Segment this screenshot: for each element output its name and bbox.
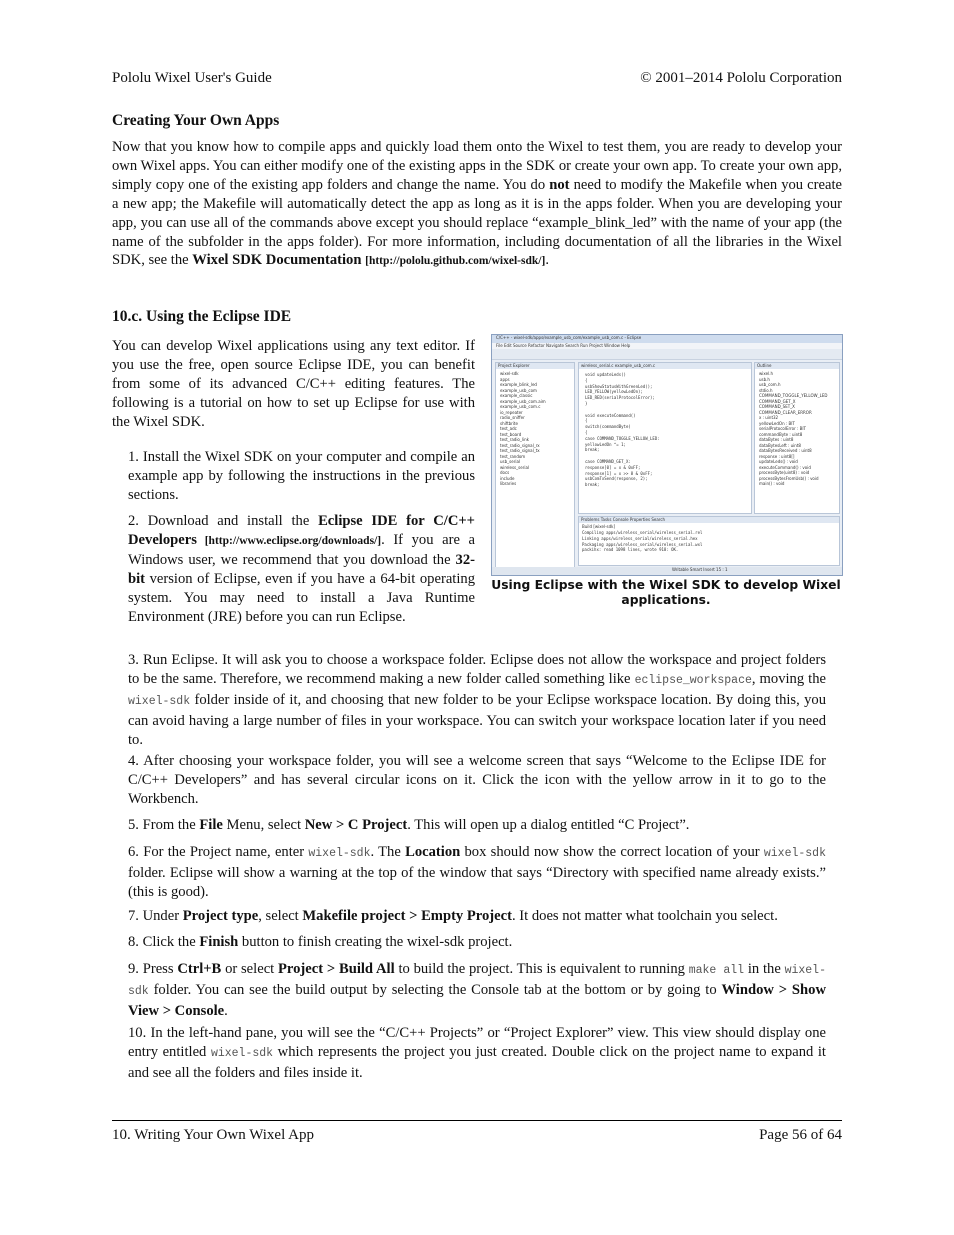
code-line: } bbox=[585, 400, 588, 406]
text: 5. From the bbox=[128, 817, 200, 833]
footer-chapter: 10. Writing Your Own Wixel App bbox=[112, 1127, 315, 1143]
figure-caption: Using Eclipse with the Wixel SDK to develop Wixel applications. bbox=[491, 578, 841, 607]
menu-text: File Edit Source Refactor Navigate Search Run Project Window Help bbox=[496, 343, 631, 348]
text-bold: Location bbox=[405, 844, 461, 860]
code-text: wixel-sdk bbox=[128, 694, 191, 708]
code-line: response[0] = x & 0xFF; bbox=[585, 464, 641, 470]
code-text: wixel-sdk bbox=[763, 847, 826, 860]
console-output bbox=[579, 529, 839, 553]
tree-item: radio_sniffer bbox=[500, 415, 525, 420]
outline-title: Outline bbox=[755, 363, 839, 369]
window-titlebar bbox=[492, 335, 842, 343]
tree-item: docs bbox=[500, 470, 510, 475]
footer-divider bbox=[112, 1120, 842, 1121]
text: 9. Press bbox=[128, 961, 178, 977]
code-text: wixel-sdk bbox=[210, 1046, 274, 1060]
header-title: Pololu Wixel User's Guide bbox=[112, 70, 272, 86]
code-line: response[1] = x >> 8 & 0xFF; bbox=[585, 470, 653, 476]
outline-item: x : uint32 bbox=[759, 415, 779, 420]
text-bold: New > C Project bbox=[304, 817, 408, 833]
text: , moving the bbox=[751, 670, 826, 687]
outline-item: executeCommand() : void bbox=[759, 464, 811, 470]
outline-tree bbox=[755, 369, 839, 487]
code-line: yellowLedOn ^= 1; bbox=[585, 441, 626, 447]
code-area bbox=[579, 369, 751, 488]
step-6 bbox=[128, 843, 826, 902]
code-line: usbComTxSend(response, 2); bbox=[585, 476, 648, 482]
step-5 bbox=[128, 816, 826, 835]
outline-pane bbox=[754, 362, 840, 514]
console-title: Build [wixel-sdk] bbox=[582, 524, 616, 529]
code-line: usbShowStatusWithGreenLed(); bbox=[585, 383, 653, 389]
eclipse-download-url[interactable]: [http://www.eclipse.org/downloads/] bbox=[196, 534, 382, 547]
tree-item: test_radio_signal_tx bbox=[500, 448, 540, 453]
code-line: void executeCommand() bbox=[585, 412, 636, 418]
step-8 bbox=[128, 933, 826, 952]
text-bold: Window > Show View > Console bbox=[128, 981, 826, 1019]
section-heading-creating-apps: Creating Your Own Apps bbox=[112, 112, 280, 129]
text: or select bbox=[221, 961, 278, 977]
text: which represents the project you just created. Double click on the project name to expand it and see all the folders and files inside it. bbox=[128, 1043, 826, 1081]
text: folder. You can see the build output by selecting the Console tab at the bottom or by going to bbox=[148, 981, 722, 998]
tree-item: test_radio_link bbox=[500, 437, 529, 442]
step-1: 1. Install the Wixel SDK on your computer and compile an example app by following the instructions in the previous sections. bbox=[128, 449, 475, 503]
text: folder inside of it, and choosing that new folder to be your Eclipse workspace location. By doing this, you can avoid having a large number of files in your workspace. You can switch your workspace location later if you need to. bbox=[128, 691, 826, 748]
text-bold: not bbox=[549, 176, 570, 193]
editor-pane bbox=[578, 362, 752, 514]
tree-item: example_classic bbox=[500, 393, 533, 398]
code-line: { bbox=[585, 429, 588, 435]
code-text: wixel-sdk bbox=[308, 847, 371, 860]
text-bold: Project > Build All bbox=[278, 961, 395, 977]
code-line: switch(commandByte) bbox=[585, 424, 631, 430]
code-line: break; bbox=[585, 482, 600, 488]
outline-item: processByte(uint8) : void bbox=[759, 470, 810, 475]
project-explorer-pane bbox=[495, 362, 575, 574]
text: . It does not matter what toolchain you select. bbox=[511, 908, 778, 924]
code-line: LED_RED(serialProtocolError); bbox=[585, 395, 655, 401]
tree-item: example_blink_led bbox=[500, 382, 537, 387]
step-3 bbox=[128, 651, 826, 750]
section-heading-eclipse: 10.c. Using the Eclipse IDE bbox=[112, 308, 292, 325]
step-7 bbox=[128, 907, 826, 926]
text: . bbox=[545, 252, 549, 269]
text: . bbox=[224, 1002, 228, 1019]
step-10 bbox=[128, 1024, 826, 1083]
eclipse-intro-paragraph: You can develop Wixel applications using any text editor. If you use the free, open source Eclipse IDE, you can benefit from some of its advanced C/C++ editing features. The following is a tutorial on how to set up Eclipse for use with the Wixel SDK. bbox=[112, 338, 475, 430]
outline-item: serialProtocolError : BIT bbox=[759, 426, 806, 431]
text-bold: File bbox=[199, 817, 223, 833]
console-line: packihx: read 1098 lines, wrote 918: OK. bbox=[582, 547, 679, 553]
outline-item: COMMAND_CLEAR_ERROR bbox=[759, 409, 812, 415]
outline-item: stdio.h bbox=[759, 387, 773, 393]
header-copyright: © 2001–2014 Pololu Corporation bbox=[640, 70, 842, 86]
code-line: case COMMAND_TOGGLE_YELLOW_LED: bbox=[585, 435, 660, 441]
toolbar bbox=[492, 349, 842, 360]
text: . If you are a Windows user, we recommend that you download the bbox=[128, 531, 475, 568]
console-pane bbox=[578, 516, 840, 566]
tree-item: example_usb_com bbox=[500, 387, 537, 393]
tree-item: wixel-sdk bbox=[500, 371, 519, 376]
outline-item: usb_com.h bbox=[759, 382, 781, 387]
tree-item: include bbox=[500, 475, 515, 481]
editor-tabs: wireless_serial.c example_usb_com.c bbox=[579, 363, 751, 369]
tree-item: io_repeater bbox=[500, 409, 523, 415]
eclipse-screenshot bbox=[491, 334, 843, 576]
text: in the bbox=[744, 961, 785, 977]
step-2 bbox=[128, 512, 475, 626]
outline-item: dataBytes : uint8 bbox=[759, 437, 794, 442]
text-bold: 32-bit bbox=[128, 551, 475, 587]
project-tree bbox=[496, 369, 574, 487]
outline-item: processBytesFromUsb() : void bbox=[759, 475, 819, 481]
text: need to modify the Makefile when you create a new app; the Makefile will automatically detect the app as long as it is in the apps folder. When you are developing your app, you can use all of the commands above except you should replace “example_blink_led” with the name of your app (the name of the subfolder in the apps folder). For more information, including documentation of all the libraries in the Wixel SDK, see the bbox=[112, 176, 842, 269]
tree-item: test_board bbox=[500, 431, 522, 437]
text-bold: Ctrl+B bbox=[177, 961, 222, 977]
code-line: void updateLeds() bbox=[585, 372, 626, 377]
text: to build the project. This is equivalent to running bbox=[394, 961, 689, 977]
tree-item: example_usb_com.aim bbox=[500, 398, 546, 404]
console-line: Linking apps/wireless_serial/wireless_serial.hex bbox=[582, 535, 698, 541]
outline-item: response : uint8[] bbox=[759, 453, 795, 459]
tree-item: wireless_serial bbox=[500, 464, 530, 470]
tree-item: apps bbox=[500, 376, 510, 382]
outline-item: usb.h bbox=[759, 376, 770, 382]
tree-item: example_usb_com.c bbox=[500, 404, 541, 409]
text: . The bbox=[370, 844, 406, 860]
outline-item: dataBytesLeft : uint8 bbox=[759, 442, 801, 448]
text: Menu, select bbox=[222, 817, 305, 833]
text: 3. Run Eclipse. It will ask you to choose a workspace folder. Eclipse does not allow the workspace and project folders to be the same. Therefore, we recommend making a new folder called something like bbox=[128, 652, 826, 687]
step-4: 4. After choosing your workspace folder, you will see a welcome screen that says “Welcome to the Eclipse IDE for C/C++ Developers” and has several circular icons on it. Click the icon with the yellow arrow in it to go to the Workbench. bbox=[128, 753, 826, 807]
text: , select bbox=[258, 908, 303, 924]
text-bold: Finish bbox=[199, 934, 239, 950]
status-text: Writable Smart Insert 15 : 1 bbox=[672, 567, 728, 572]
code-text: make all bbox=[688, 964, 745, 977]
outline-item: COMMAND_GET_X bbox=[759, 398, 796, 404]
sdk-doc-url[interactable]: [http://pololu.github.com/wixel-sdk/] bbox=[365, 255, 546, 268]
sdk-doc-link[interactable]: Wixel SDK Documentation bbox=[192, 252, 362, 269]
text-bold: Makefile project > Empty Project bbox=[302, 908, 512, 924]
console-tabs: Problems Tasks Console Properties Search bbox=[579, 517, 839, 523]
step-9 bbox=[128, 960, 826, 1021]
tree-item: test_random bbox=[500, 453, 526, 459]
page-header bbox=[112, 70, 842, 87]
code-line: break; bbox=[585, 447, 600, 453]
status-bar bbox=[492, 567, 842, 575]
outline-item: COMMAND_TOGGLE_YELLOW_LED bbox=[759, 393, 828, 398]
text-bold: Project type bbox=[182, 908, 259, 924]
code-text: wixel-sdk bbox=[128, 964, 826, 998]
outline-item: COMMAND_SET_X bbox=[759, 404, 795, 409]
tree-item: usb_serial bbox=[500, 459, 521, 464]
text: box should now show the correct location of your bbox=[460, 844, 764, 860]
text: . This will open up a dialog entitled “C Project”. bbox=[407, 817, 690, 833]
text: version of Eclipse, even if you have a 64-bit operating system. You may need to install a Java Runtime Environment (JRE) before you can run Eclipse. bbox=[128, 570, 475, 625]
text: folder. Eclipse will show a warning at the top of the window that says “Directory with specified name already exists.” (this is good). bbox=[128, 864, 826, 900]
text: 8. Click the bbox=[128, 934, 200, 950]
code-line: case COMMAND_GET_X: bbox=[585, 458, 631, 464]
tree-item: test_radio_signal_rx bbox=[500, 442, 540, 448]
outline-item: wixel.h bbox=[759, 371, 774, 376]
page-footer bbox=[112, 1127, 842, 1144]
creating-apps-paragraph bbox=[112, 138, 842, 271]
outline-item: yellowLedOn : BIT bbox=[759, 420, 795, 426]
text: 2. Download and install the bbox=[128, 513, 319, 529]
tree-item: shiftbrite bbox=[500, 420, 518, 426]
console-line: Packaging apps/wireless_serial/wireless_serial.wxl bbox=[582, 541, 703, 547]
text: button to finish creating the wixel-sdk project. bbox=[238, 934, 513, 950]
outline-item: main() : void bbox=[759, 481, 785, 486]
code-text: eclipse_workspace bbox=[634, 673, 752, 687]
code-line: { bbox=[585, 377, 588, 383]
project-explorer-title: Project Explorer bbox=[496, 363, 574, 369]
console-line: Compiling apps/wireless_serial/wireless_serial.rel bbox=[582, 530, 703, 535]
window-title: C/C++ - wixel-sdk/apps/example_usb_com/example_usb_com.c - Eclipse bbox=[496, 335, 642, 340]
footer-page-number: Page 56 of 64 bbox=[759, 1127, 842, 1143]
outline-item: commandByte : uint8 bbox=[759, 431, 803, 437]
text: Now that you know how to compile apps and quickly load them onto the Wixel to test them, you are ready to develop your own Wixel apps. You can either modify one of the existing apps in the SDK or create your own app. To create your own app, simply copy one of the existing app folders and change the name. You do bbox=[112, 139, 842, 193]
code-line: LED_YELLOW(yellowLedOn); bbox=[585, 389, 643, 395]
text-bold: Eclipse IDE for C/C++ Developers bbox=[128, 513, 475, 548]
text: 7. Under bbox=[128, 908, 183, 924]
tree-item: libraries bbox=[500, 481, 517, 486]
text: 6. For the Project name, enter bbox=[128, 844, 309, 860]
tree-item: test_adc bbox=[500, 426, 517, 431]
outline-item: dataBytesReceived : uint8 bbox=[759, 448, 812, 453]
outline-item: updateLeds() : void bbox=[759, 459, 798, 464]
text: 10. In the left-hand pane, you will see the “C/C++ Projects” or “Project Explorer” view. This view should display one entry entitled bbox=[128, 1025, 826, 1060]
code-line: { bbox=[585, 418, 588, 424]
